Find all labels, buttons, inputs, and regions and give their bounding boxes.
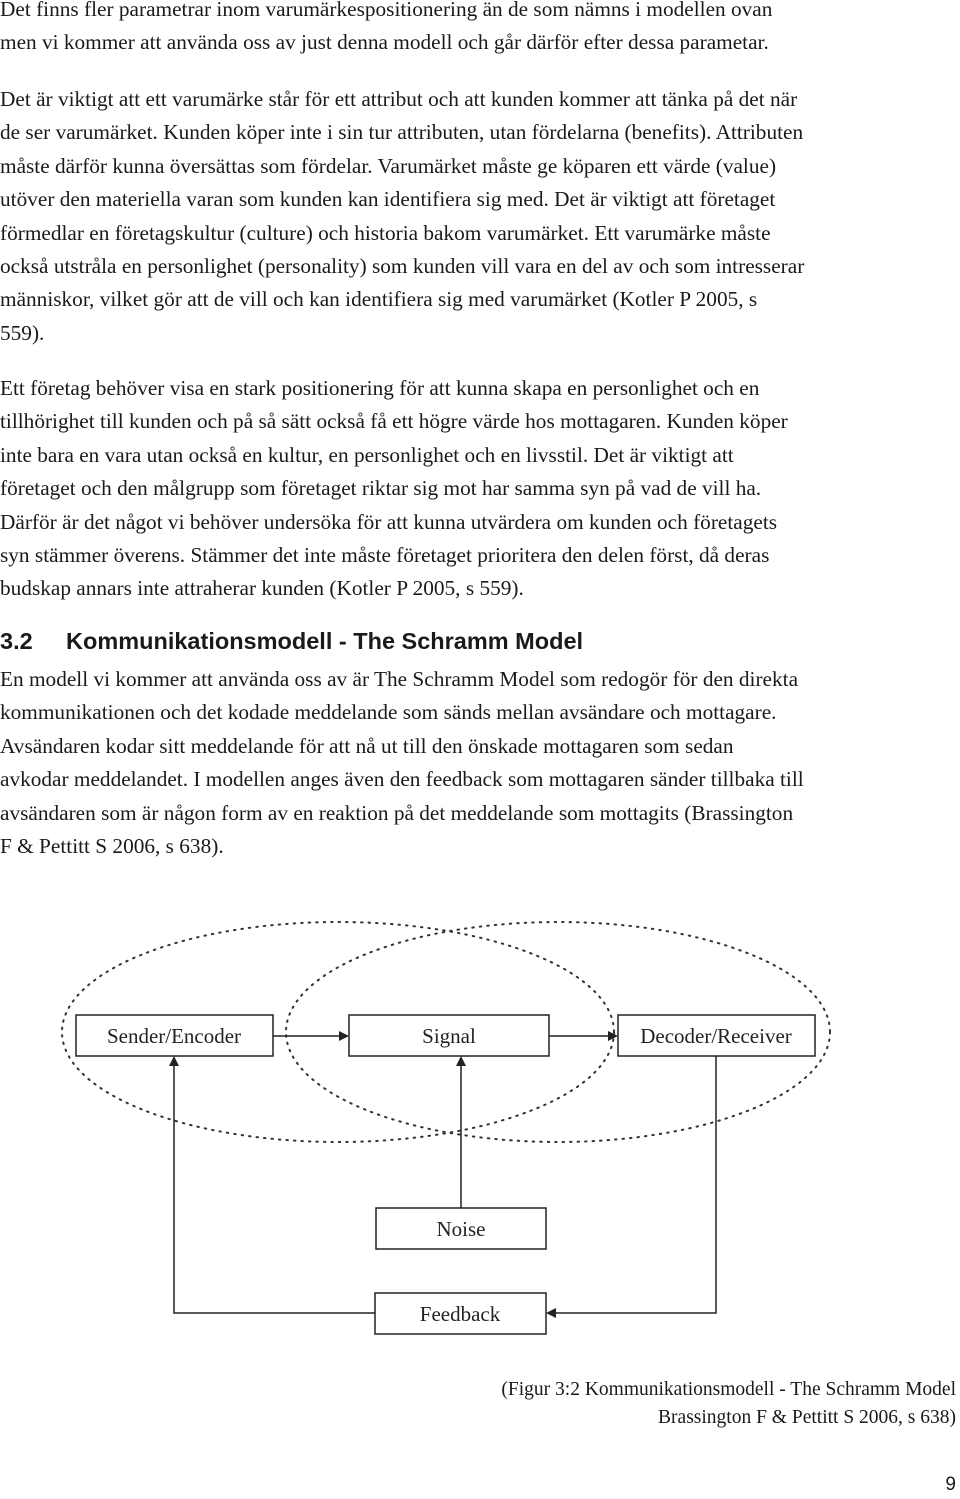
text-line: Avsändaren kodar sitt meddelande för att nå ut till den önskade mottagaren som sedan (0, 733, 734, 758)
text-line: företaget och den målgrupp som företaget riktar sig mot har samma syn på vad de vill ha. (0, 476, 762, 501)
section-title: Kommunikationsmodell - The Schramm Model (66, 628, 584, 654)
text-line: också utstråla en personlighet (personality) som kunden vill vara en del av och som intresserar (0, 254, 805, 279)
text-line: F & Pettitt S 2006, s 638). (0, 834, 224, 859)
text-line: Ett företag behöver visa en stark positionering för att kunna skapa en personlighet och en (0, 376, 760, 400)
text-line: avsändaren som är någon form av en reaktion på det meddelande som mottagits (Brassington (0, 800, 794, 825)
text-line: budskap annars inte attraherar kunden (Kotler P 2005, s 559). (0, 576, 524, 601)
section-heading (0, 624, 583, 658)
text-line: de ser varumärket. Kunden köper inte i sin tur attributen, utan fördelarna (benefits). Attributen (0, 120, 804, 145)
text-line: men vi kommer att använda oss av just denna modell och går därför efter dessa parametar. (0, 30, 769, 55)
sender-encoder-box (76, 1015, 273, 1056)
text-line: förmedlar en företagskultur (culture) och historia bakom varumärket. Ett varumärke måste (0, 220, 771, 245)
text-line: syn stämmer överens. Stämmer det inte måste företaget prioritera den delen först, då deras (0, 543, 770, 568)
paragraph-brand-attributes (0, 83, 804, 350)
paragraph-schramm-model (0, 663, 804, 863)
arrow-receiver-to-feedback (548, 1056, 716, 1313)
text-line: 559). (0, 320, 45, 345)
decoder-receiver-label: Decoder/Receiver (640, 1024, 792, 1048)
feedback-label: Feedback (419, 1302, 501, 1326)
paragraph-parameters (0, 0, 772, 60)
text-line: utöver den materiella varan som kunden kan identifiera sig med. Det är viktigt att företaget (0, 187, 776, 212)
figure-caption-line-2: Brassington F & Pettitt S 2006, s 638) (658, 1407, 956, 1428)
sender-encoder-label: Sender/Encoder (106, 1024, 242, 1048)
text-line: Därför är det något vi behöver undersöka för att kunna utvärdera om kunden och företagets (0, 509, 778, 534)
text-line: En modell vi kommer att använda oss av är The Schramm Model som redogör för den direkta (0, 667, 799, 691)
signal-label: Signal (422, 1024, 476, 1048)
noise-box (376, 1208, 546, 1249)
decoder-receiver-box (618, 1015, 815, 1056)
paragraph-positioning (0, 372, 788, 606)
section-number: 3.2 (0, 628, 33, 654)
signal-box (349, 1015, 549, 1056)
feedback-box (375, 1293, 546, 1334)
noise-label: Noise (436, 1217, 486, 1241)
arrow-feedback-to-sender (174, 1058, 375, 1313)
figure-caption-line-1: (Figur 3:2 Kommunikationsmodell - The Schramm Model (501, 1379, 956, 1400)
text-line: avkodar meddelandet. I modellen anges även den feedback som mottagaren sänder tillbaka till (0, 767, 804, 792)
text-line: kommunikationen och det kodade meddelande som sänds mellan avsändare och mottagare. (0, 700, 777, 725)
text-line: människor, vilket gör att de vill och kan identifiera sig med varumärket (Kotler P 2005, s (0, 287, 758, 312)
schramm-model-diagram (0, 900, 960, 1370)
page-number: 9 (945, 1474, 956, 1495)
text-line: Det finns fler parametrar inom varumärkespositionering än de som nämns i modellen ovan (0, 0, 773, 21)
text-line: Det är viktigt att ett varumärke står för ett attribut och att kunden kommer att tänka på det när (0, 87, 798, 111)
text-line: tillhörighet till kunden och på så sätt också få ett högre värde hos mottagaren. Kunden köper (0, 409, 788, 434)
text-line: måste därför kunna översättas som fördelar. Varumärket måste ge köparen ett värde (value) (0, 153, 777, 178)
text-line: inte bara en vara utan också en kultur, en personlighet och en livsstil. Det är viktigt att (0, 442, 734, 467)
